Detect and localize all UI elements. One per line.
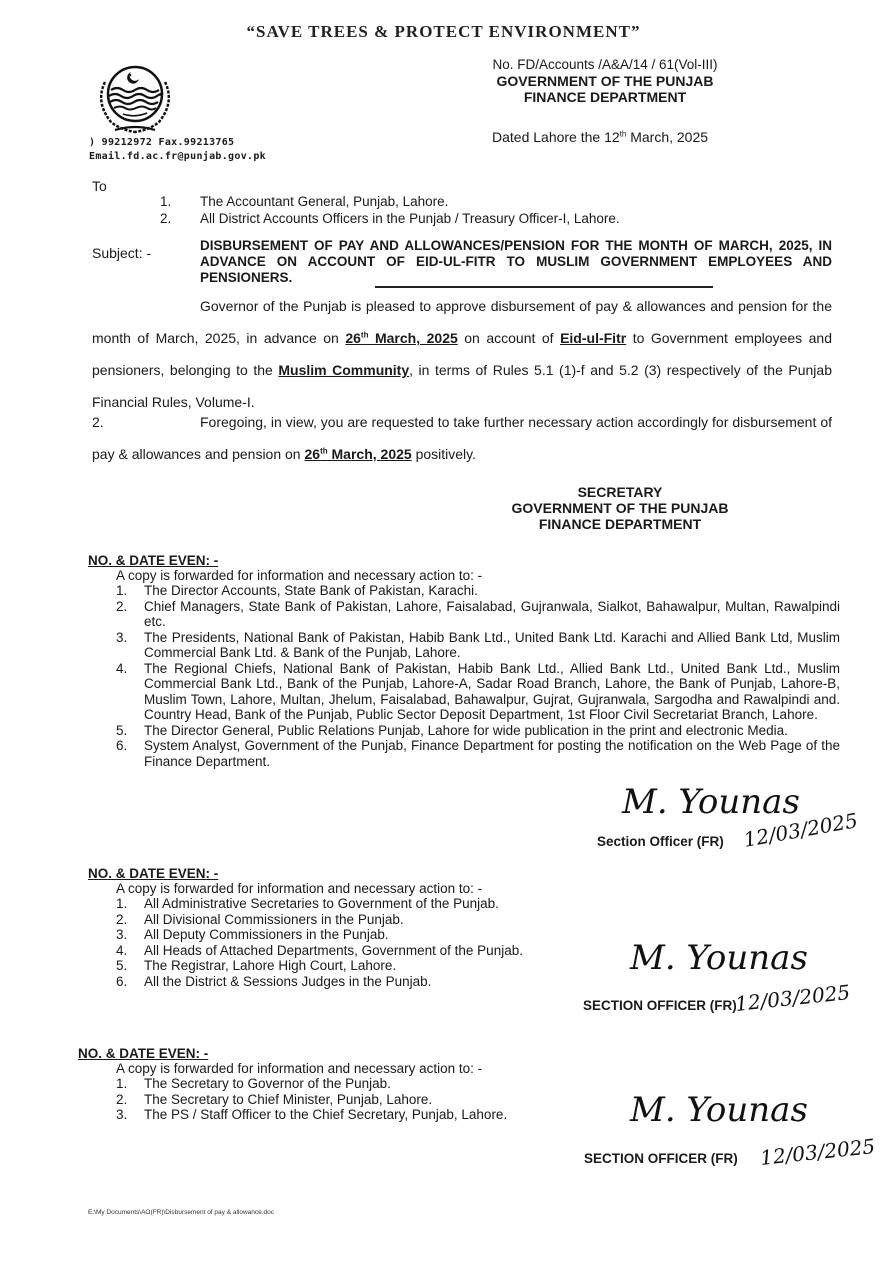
community: Muslim Community bbox=[278, 362, 410, 378]
copy-list bbox=[116, 583, 840, 769]
list-item bbox=[116, 896, 648, 912]
item-text: The Registrar, Lahore High Court, Lahore. bbox=[144, 958, 397, 973]
text-run: Governor of the Punjab is pleased to approve disbursement of pay & allowances and pension for the month of March, 2025, in advance on bbox=[92, 298, 832, 346]
item-number: 2. bbox=[116, 1091, 128, 1107]
item-text: The Regional Chiefs, National Bank of Pakistan, Habib Bank Ltd., Allied Bank Ltd., United Bank Ltd., Muslim Commercial Bank Ltd., Bank of the Punjab, Lahore-A, Sadar Road Branch, Lahore, the Bank of Punjab, Lahore-B, Muslim Town, Lahore, Multan, Jhelum, Faisalabad, Bahawalpur, Gujrat, Gujranwala, Sargodha and Rawalpindi and. Country Head, Bank of the Punjab, Public Sector Deposit Department, 1st Floor Civil Secretariat Branch, Lahore. bbox=[144, 660, 840, 722]
item-text: All Administrative Secretaries to Government of the Punjab. bbox=[144, 896, 499, 911]
file-path: E:\My Documents\AO(FR)\Disbursement of pay & allowance.doc bbox=[88, 1209, 275, 1216]
item-number: 1. bbox=[116, 1076, 128, 1091]
government-of-punjab-emblem-icon bbox=[93, 60, 177, 138]
disbursement-date bbox=[345, 330, 457, 346]
list-item bbox=[116, 958, 648, 974]
signatory-title: Section Officer (FR) bbox=[597, 834, 724, 849]
letterhead bbox=[470, 57, 740, 105]
section-intro: A copy is forwarded for information and necessary action to: - bbox=[116, 568, 483, 583]
section-intro: A copy is forwarded for information and necessary action to: - bbox=[116, 1061, 483, 1076]
item-number: 3. bbox=[116, 927, 128, 942]
section-heading: NO. & DATE EVEN: - bbox=[88, 553, 219, 568]
list-item bbox=[116, 738, 840, 769]
text-run: to Government employees and pensioners, belonging to the bbox=[92, 330, 832, 378]
item-number: 2. bbox=[116, 598, 128, 614]
copy-section-3 bbox=[78, 1046, 638, 1123]
item-text: The Presidents, National Bank of Pakistan, Habib Bank Ltd., United Bank Ltd. Karachi and Allied Bank Ltd, Muslim Commercial Bank Ltd. & Bank of the Punjab, Lahore. bbox=[144, 629, 840, 660]
text-run: March, 2025 bbox=[327, 446, 412, 462]
copy-list bbox=[116, 1076, 638, 1123]
department-name: FINANCE DEPARTMENT bbox=[538, 516, 702, 532]
list-item bbox=[116, 723, 840, 739]
text-run: th bbox=[360, 330, 369, 340]
item-text: System Analyst, Government of the Punjab, Finance Department for posting the notification on the Web Page of the Finance Department. bbox=[144, 738, 840, 769]
list-item bbox=[116, 1076, 638, 1092]
email-address: Email.fd.ac.fr@punjab.gov.pk bbox=[89, 151, 266, 162]
item-text: All Deputy Commissioners in the Punjab. bbox=[144, 927, 389, 942]
item-text: The Accountant General, Punjab, Lahore. bbox=[200, 194, 449, 209]
item-text: Chief Managers, State Bank of Pakistan, Lahore, Faisalabad, Gujranwala, Sialkot, Bahawalpur, Multan, Rawalpindi etc. bbox=[144, 598, 840, 629]
date-month-year: March, 2025 bbox=[626, 129, 709, 145]
item-number: 6. bbox=[116, 738, 128, 753]
text-run: positively. bbox=[411, 446, 477, 462]
section-intro: A copy is forwarded for information and necessary action to: - bbox=[116, 881, 483, 896]
government-name: GOVERNMENT OF THE PUNJAB bbox=[511, 500, 729, 516]
signature: M. Younas bbox=[630, 1090, 808, 1130]
list-item bbox=[116, 943, 648, 959]
item-text: The PS / Staff Officer to the Chief Secretary, Punjab, Lahore. bbox=[144, 1107, 508, 1122]
item-number: 5. bbox=[116, 958, 128, 973]
item-text: The Secretary to Chief Minister, Punjab, Lahore. bbox=[144, 1091, 433, 1107]
list-item bbox=[116, 630, 840, 661]
item-number: 3. bbox=[116, 629, 128, 645]
copy-section-2 bbox=[88, 866, 648, 989]
date-prefix: Dated Lahore the 12 bbox=[492, 129, 620, 145]
item-number: 1. bbox=[116, 896, 128, 911]
item-number: 2. bbox=[160, 211, 172, 226]
item-number: 4. bbox=[116, 942, 128, 958]
item-number: 3. bbox=[116, 1107, 128, 1122]
text-run: , in terms of Rules 5.1 (1)-f and 5.2 (3) respectively of the Punjab Financial Rules, Volume-I. bbox=[92, 362, 832, 410]
signature-date: 12/03/2025 bbox=[759, 1134, 877, 1170]
occasion: Eid-ul-Fitr bbox=[560, 330, 627, 346]
list-item bbox=[116, 1107, 638, 1123]
list-item bbox=[116, 661, 840, 723]
list-item bbox=[116, 974, 648, 990]
subject-text: DISBURSEMENT OF PAY AND ALLOWANCES/PENSION FOR THE MONTH OF MARCH, 2025, IN ADVANCE ON ACCOUNT OF EID-UL-FITR TO MUSLIM GOVERNMENT EMPLOYEES AND PENSIONERS. bbox=[200, 238, 832, 285]
signature-date: 12/03/2025 bbox=[734, 980, 852, 1016]
section-heading: NO. & DATE EVEN: - bbox=[88, 866, 219, 881]
text-run: Foregoing, in view, you are requested to take further necessary action accordingly for disbursement of pay & allowances and pension on bbox=[92, 414, 832, 462]
text-run: March, 2025 bbox=[368, 330, 458, 346]
item-text: The Secretary to Governor of the Punjab. bbox=[144, 1076, 391, 1091]
signature: M. Younas bbox=[630, 938, 808, 978]
phone-fax: ) 99212972 Fax.99213765 bbox=[89, 137, 235, 148]
date-suffix: th bbox=[619, 129, 627, 139]
subject-label: Subject: - bbox=[92, 245, 152, 261]
addressee-item bbox=[160, 210, 620, 227]
addressee-item bbox=[160, 193, 620, 210]
item-number: 1. bbox=[160, 194, 172, 209]
list-item bbox=[116, 912, 648, 928]
reference-number: No. FD/Accounts /A&A/14 / 61(Vol-III) bbox=[492, 57, 718, 72]
text-run: 26 bbox=[345, 330, 361, 346]
item-text: All Divisional Commissioners in the Punjab. bbox=[144, 911, 404, 927]
signatory-title: SECTION OFFICER (FR) bbox=[583, 998, 737, 1013]
section-heading: NO. & DATE EVEN: - bbox=[78, 1046, 209, 1061]
paragraph-number: 2. bbox=[92, 414, 104, 430]
body-paragraph-2 bbox=[92, 406, 832, 470]
item-text: All District Accounts Officers in the Punjab / Treasury Officer-I, Lahore. bbox=[200, 211, 620, 226]
item-text: All the District & Sessions Judges in the Punjab. bbox=[144, 973, 432, 989]
list-item bbox=[116, 1092, 638, 1108]
body-paragraph-1 bbox=[92, 290, 832, 418]
government-name: GOVERNMENT OF THE PUNJAB bbox=[496, 73, 714, 89]
department-name: FINANCE DEPARTMENT bbox=[523, 89, 687, 105]
item-number: 6. bbox=[116, 973, 128, 989]
signatory-title: SECTION OFFICER (FR) bbox=[584, 1151, 738, 1166]
item-number: 4. bbox=[116, 660, 128, 676]
item-number: 2. bbox=[116, 911, 128, 927]
item-number: 1. bbox=[116, 583, 128, 598]
item-text: The Director Accounts, State Bank of Pakistan, Karachi. bbox=[144, 583, 478, 598]
motto: “SAVE TREES & PROTECT ENVIRONMENT” bbox=[246, 22, 641, 41]
copy-section-1 bbox=[88, 553, 840, 769]
list-item bbox=[116, 599, 840, 630]
to-label: To bbox=[92, 178, 107, 194]
signature: M. Younas bbox=[622, 782, 800, 822]
secretary-title: SECRETARY bbox=[577, 484, 663, 500]
text-run: th bbox=[320, 446, 328, 456]
contact-info bbox=[89, 136, 266, 164]
list-item bbox=[116, 583, 840, 599]
copy-list bbox=[116, 896, 648, 989]
text-run: 26 bbox=[304, 446, 321, 462]
text-run: on account of bbox=[457, 330, 561, 346]
item-number: 5. bbox=[116, 722, 128, 738]
secretary-signature-block bbox=[470, 484, 770, 532]
date-line bbox=[492, 129, 708, 145]
signature-date: 12/03/2025 bbox=[741, 808, 860, 852]
list-item bbox=[116, 927, 648, 943]
addressee-list bbox=[160, 193, 620, 227]
disbursement-date bbox=[304, 446, 411, 462]
subject-underline bbox=[375, 286, 713, 288]
item-text: All Heads of Attached Departments, Government of the Punjab. bbox=[144, 942, 523, 958]
item-text: The Director General, Public Relations Punjab, Lahore for wide publication in the print and electronic Media. bbox=[144, 722, 788, 738]
